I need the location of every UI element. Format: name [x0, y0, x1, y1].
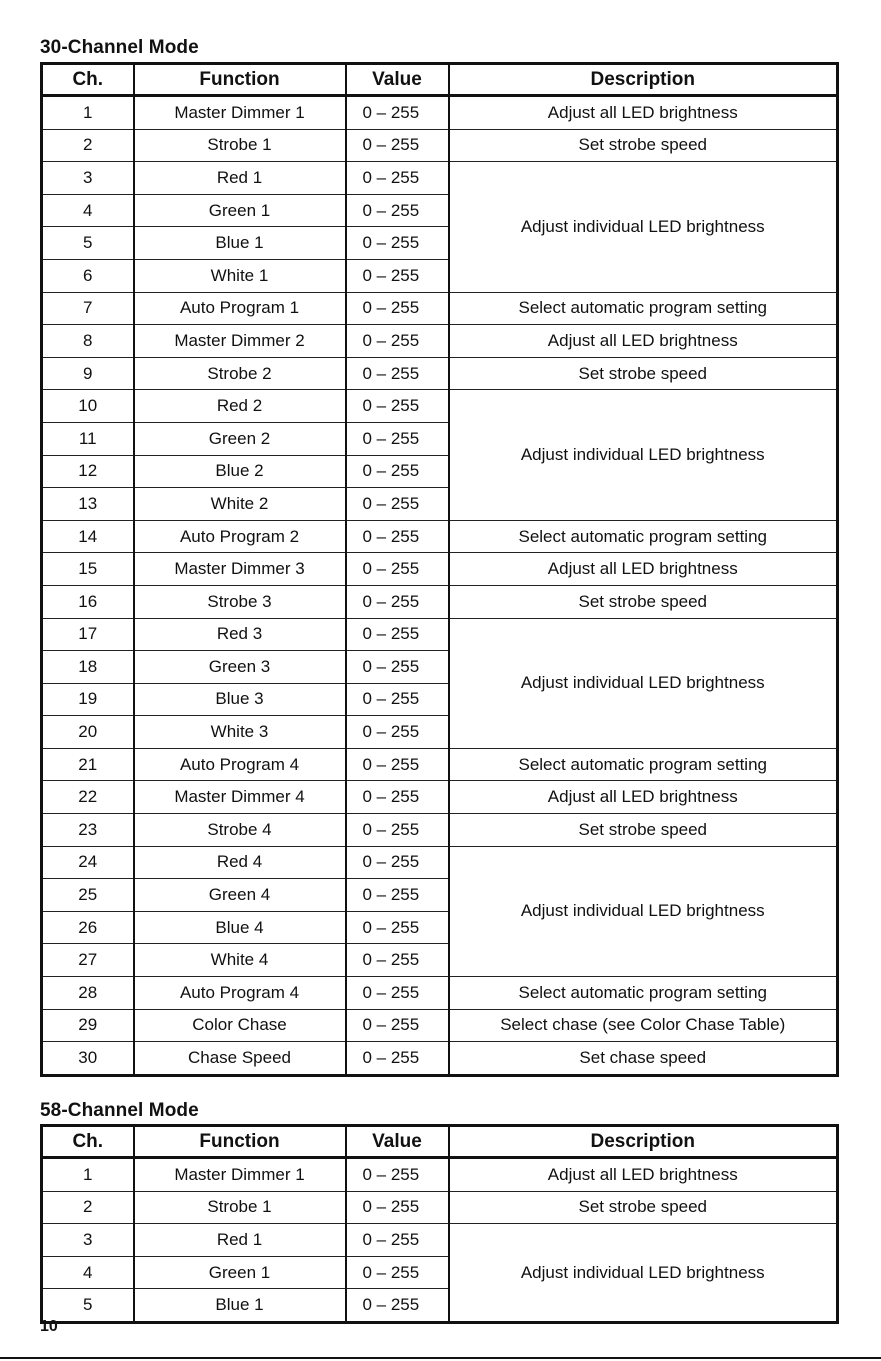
- ch-cell: 6: [42, 259, 134, 292]
- function-cell: Master Dimmer 2: [134, 325, 346, 358]
- column-header-function: Function: [134, 64, 346, 96]
- function-cell: Strobe 3: [134, 585, 346, 618]
- value-cell: 0 – 255: [346, 1009, 449, 1042]
- ch-cell: 23: [42, 814, 134, 847]
- description-cell: Adjust all LED brightness: [449, 1158, 838, 1192]
- function-cell: Auto Program 4: [134, 977, 346, 1010]
- ch-cell: 12: [42, 455, 134, 488]
- function-cell: Auto Program 1: [134, 292, 346, 325]
- column-header-value: Value: [346, 1126, 449, 1158]
- value-cell: 0 – 255: [346, 162, 449, 195]
- function-cell: White 4: [134, 944, 346, 977]
- value-cell: 0 – 255: [346, 390, 449, 423]
- table-row: [42, 325, 838, 358]
- ch-cell: 21: [42, 748, 134, 781]
- ch-cell: 1: [42, 1158, 134, 1192]
- table-row: [42, 96, 838, 130]
- description-cell: Select chase (see Color Chase Table): [449, 1009, 838, 1042]
- table-row: [42, 520, 838, 553]
- function-cell: Blue 2: [134, 455, 346, 488]
- function-cell: Blue 3: [134, 683, 346, 716]
- ch-cell: 5: [42, 1289, 134, 1323]
- description-cell: Set strobe speed: [449, 814, 838, 847]
- description-cell: Adjust individual LED brightness: [449, 846, 838, 976]
- function-cell: Color Chase: [134, 1009, 346, 1042]
- ch-cell: 4: [42, 194, 134, 227]
- description-cell: Select automatic program setting: [449, 520, 838, 553]
- ch-cell: 3: [42, 162, 134, 195]
- value-cell: 0 – 255: [346, 781, 449, 814]
- function-cell: Red 4: [134, 846, 346, 879]
- table-row: [42, 1191, 838, 1224]
- value-cell: 0 – 255: [346, 911, 449, 944]
- ch-cell: 17: [42, 618, 134, 651]
- table-row: [42, 1158, 838, 1192]
- ch-cell: 16: [42, 585, 134, 618]
- table-row: [42, 553, 838, 586]
- value-cell: 0 – 255: [346, 488, 449, 521]
- function-cell: Blue 4: [134, 911, 346, 944]
- table-row: [42, 846, 838, 879]
- value-cell: 0 – 255: [346, 1224, 449, 1257]
- function-cell: Chase Speed: [134, 1042, 346, 1076]
- ch-cell: 29: [42, 1009, 134, 1042]
- value-cell: 0 – 255: [346, 651, 449, 684]
- description-cell: Adjust individual LED brightness: [449, 618, 838, 748]
- ch-cell: 10: [42, 390, 134, 423]
- table-body: [42, 96, 838, 1076]
- ch-cell: 11: [42, 422, 134, 455]
- section-title-30-channel: 30-Channel Mode: [40, 37, 199, 58]
- ch-cell: 18: [42, 651, 134, 684]
- dmx-table-58-channel: [40, 1124, 839, 1324]
- ch-cell: 27: [42, 944, 134, 977]
- table-row: [42, 585, 838, 618]
- table-row: [42, 618, 838, 651]
- table-row: [42, 781, 838, 814]
- description-cell: Set strobe speed: [449, 1191, 838, 1224]
- function-cell: Blue 1: [134, 1289, 346, 1323]
- value-cell: 0 – 255: [346, 292, 449, 325]
- column-header-description: Description: [449, 1126, 838, 1158]
- column-header-value: Value: [346, 64, 449, 96]
- ch-cell: 26: [42, 911, 134, 944]
- value-cell: 0 – 255: [346, 129, 449, 162]
- function-cell: Red 1: [134, 162, 346, 195]
- description-cell: Select automatic program setting: [449, 292, 838, 325]
- bottom-rule: [0, 1357, 881, 1359]
- table-row: [42, 390, 838, 423]
- function-cell: Master Dimmer 1: [134, 1158, 346, 1192]
- value-cell: 0 – 255: [346, 194, 449, 227]
- ch-cell: 25: [42, 879, 134, 912]
- table-row: [42, 748, 838, 781]
- value-cell: 0 – 255: [346, 879, 449, 912]
- column-header-function: Function: [134, 1126, 346, 1158]
- ch-cell: 14: [42, 520, 134, 553]
- value-cell: 0 – 255: [346, 553, 449, 586]
- ch-cell: 5: [42, 227, 134, 260]
- function-cell: White 2: [134, 488, 346, 521]
- value-cell: 0 – 255: [346, 1256, 449, 1289]
- value-cell: 0 – 255: [346, 618, 449, 651]
- value-cell: 0 – 255: [346, 748, 449, 781]
- value-cell: 0 – 255: [346, 455, 449, 488]
- function-cell: Strobe 1: [134, 129, 346, 162]
- value-cell: 0 – 255: [346, 422, 449, 455]
- ch-cell: 28: [42, 977, 134, 1010]
- function-cell: Strobe 1: [134, 1191, 346, 1224]
- column-header-ch: Ch.: [42, 64, 134, 96]
- column-header-description: Description: [449, 64, 838, 96]
- function-cell: Blue 1: [134, 227, 346, 260]
- ch-cell: 19: [42, 683, 134, 716]
- dmx-table-30-channel: [40, 62, 839, 1077]
- value-cell: 0 – 255: [346, 96, 449, 130]
- function-cell: Master Dimmer 1: [134, 96, 346, 130]
- value-cell: 0 – 255: [346, 585, 449, 618]
- value-cell: 0 – 255: [346, 814, 449, 847]
- function-cell: Green 1: [134, 194, 346, 227]
- function-cell: Red 1: [134, 1224, 346, 1257]
- description-cell: Set strobe speed: [449, 129, 838, 162]
- function-cell: Master Dimmer 4: [134, 781, 346, 814]
- value-cell: 0 – 255: [346, 1289, 449, 1323]
- function-cell: Green 4: [134, 879, 346, 912]
- function-cell: Red 2: [134, 390, 346, 423]
- description-cell: Adjust all LED brightness: [449, 781, 838, 814]
- ch-cell: 22: [42, 781, 134, 814]
- table-row: [42, 1009, 838, 1042]
- column-header-ch: Ch.: [42, 1126, 134, 1158]
- value-cell: 0 – 255: [346, 1042, 449, 1076]
- description-cell: Adjust all LED brightness: [449, 96, 838, 130]
- table-row: [42, 162, 838, 195]
- table-row: [42, 1224, 838, 1257]
- ch-cell: 1: [42, 96, 134, 130]
- function-cell: Strobe 2: [134, 357, 346, 390]
- ch-cell: 8: [42, 325, 134, 358]
- description-cell: Select automatic program setting: [449, 748, 838, 781]
- ch-cell: 13: [42, 488, 134, 521]
- function-cell: Green 3: [134, 651, 346, 684]
- table-row: [42, 357, 838, 390]
- ch-cell: 7: [42, 292, 134, 325]
- table-row: [42, 1042, 838, 1076]
- ch-cell: 2: [42, 129, 134, 162]
- value-cell: 0 – 255: [346, 357, 449, 390]
- description-cell: Set strobe speed: [449, 585, 838, 618]
- table-body: [42, 1158, 838, 1323]
- description-cell: Set strobe speed: [449, 357, 838, 390]
- description-cell: Select automatic program setting: [449, 977, 838, 1010]
- ch-cell: 20: [42, 716, 134, 749]
- ch-cell: 15: [42, 553, 134, 586]
- table-row: [42, 814, 838, 847]
- section-title-58-channel: 58-Channel Mode: [40, 1100, 199, 1121]
- page-number: 10: [40, 1318, 58, 1335]
- table-header-row: [42, 64, 838, 96]
- value-cell: 0 – 255: [346, 520, 449, 553]
- description-cell: Set chase speed: [449, 1042, 838, 1076]
- description-cell: Adjust all LED brightness: [449, 553, 838, 586]
- description-cell: Adjust individual LED brightness: [449, 1224, 838, 1323]
- value-cell: 0 – 255: [346, 977, 449, 1010]
- description-cell: Adjust individual LED brightness: [449, 390, 838, 520]
- ch-cell: 30: [42, 1042, 134, 1076]
- function-cell: White 1: [134, 259, 346, 292]
- function-cell: Master Dimmer 3: [134, 553, 346, 586]
- value-cell: 0 – 255: [346, 846, 449, 879]
- table-row: [42, 977, 838, 1010]
- value-cell: 0 – 255: [346, 1158, 449, 1192]
- value-cell: 0 – 255: [346, 716, 449, 749]
- table-header-row: [42, 1126, 838, 1158]
- description-cell: Adjust all LED brightness: [449, 325, 838, 358]
- value-cell: 0 – 255: [346, 325, 449, 358]
- table-row: [42, 292, 838, 325]
- description-cell: Adjust individual LED brightness: [449, 162, 838, 292]
- function-cell: Auto Program 4: [134, 748, 346, 781]
- function-cell: Green 1: [134, 1256, 346, 1289]
- value-cell: 0 – 255: [346, 1191, 449, 1224]
- ch-cell: 4: [42, 1256, 134, 1289]
- function-cell: White 3: [134, 716, 346, 749]
- value-cell: 0 – 255: [346, 944, 449, 977]
- ch-cell: 24: [42, 846, 134, 879]
- ch-cell: 2: [42, 1191, 134, 1224]
- function-cell: Red 3: [134, 618, 346, 651]
- function-cell: Green 2: [134, 422, 346, 455]
- ch-cell: 3: [42, 1224, 134, 1257]
- value-cell: 0 – 255: [346, 259, 449, 292]
- ch-cell: 9: [42, 357, 134, 390]
- function-cell: Auto Program 2: [134, 520, 346, 553]
- value-cell: 0 – 255: [346, 227, 449, 260]
- function-cell: Strobe 4: [134, 814, 346, 847]
- table-row: [42, 129, 838, 162]
- value-cell: 0 – 255: [346, 683, 449, 716]
